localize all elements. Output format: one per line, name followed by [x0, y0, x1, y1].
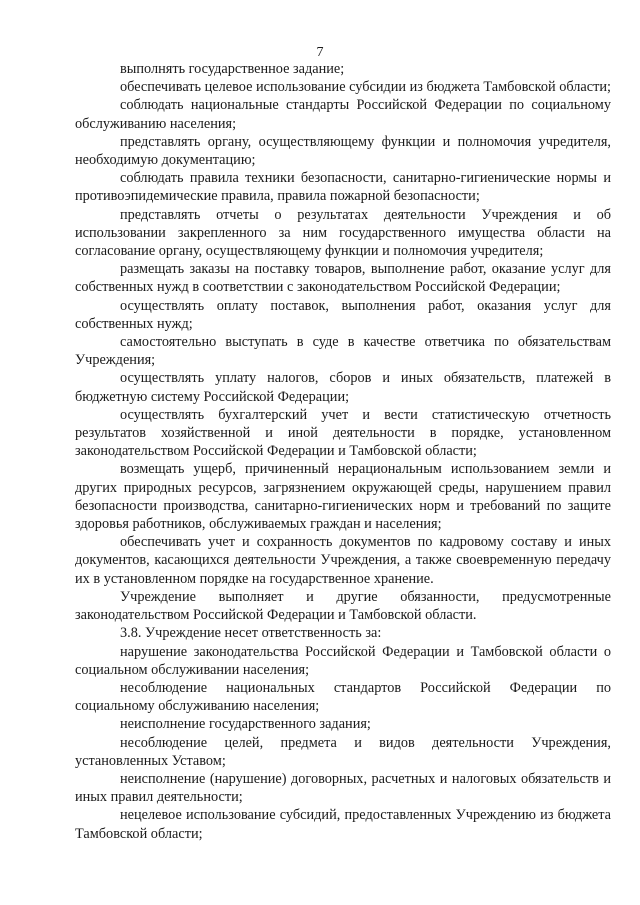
document-body	[75, 60, 611, 843]
paragraph: размещать заказы на поставку товаров, выполнение работ, оказание услуг для собственных нужд в соответствии с законодательством Российской Федерации;	[75, 261, 611, 296]
paragraph: нарушение законодательства Российской Федерации и Тамбовской области о социальном обслуживании населения;	[75, 643, 611, 678]
paragraph: осуществлять уплату налогов, сборов и иных обязательств, платежей в бюджетную систему Российской Федерации;	[75, 370, 611, 405]
paragraph: нецелевое использование субсидий, предоставленных Учреждению из бюджета Тамбовской области;	[75, 807, 611, 842]
paragraph: возмещать ущерб, причиненный нерациональным использованием земли и других природных ресурсов, загрязнением окружающей среды, нарушением правил безопасности производства, санитарно-гигиенических норм и требований по защите здоровья работников, обслуживаемых граждан и населения;	[75, 461, 611, 533]
paragraph: обеспечивать целевое использование субсидии из бюджета Тамбовской области;	[120, 79, 611, 96]
section-heading: 3.8. Учреждение несет ответственность за:	[120, 625, 382, 642]
paragraph: осуществлять оплату поставок, выполнения работ, оказания услуг для собственных нужд;	[75, 297, 611, 332]
paragraph: обеспечивать учет и сохранность документов по кадровому составу и иных документов, касающихся деятельности Учреждения, а также своевременную передачу их в установленном порядке на государственное хранение.	[75, 534, 611, 587]
paragraph: Учреждение выполняет и другие обязанности, предусмотренные законодательством Российской Федерации и Тамбовской области.	[75, 588, 611, 624]
paragraph: несоблюдение национальных стандартов Российской Федерации по социальному обслуживанию населения;	[75, 679, 611, 715]
paragraph: осуществлять бухгалтерский учет и вести статистическую отчетность результатов хозяйственной и иной деятельности в порядке, установленном законодательством Российской Федерации и Тамбовской области;	[75, 406, 611, 460]
paragraph: представлять отчеты о результатах деятельности Учреждения и об использовании закрепленного за ним государственного имущества области на согласование органу, осуществляющему функции и полномочия учредителя;	[75, 206, 611, 260]
paragraph: неисполнение государственного задания;	[120, 716, 371, 733]
paragraph: неисполнение (нарушение) договорных, расчетных и налоговых обязательств и иных правил деятельности;	[75, 770, 611, 806]
paragraph: соблюдать правила техники безопасности, санитарно-гигиенические нормы и противоэпидемические правила, правила пожарной безопасности;	[75, 170, 611, 205]
paragraph: самостоятельно выступать в суде в качестве ответчика по обязательствам Учреждения;	[75, 334, 611, 369]
paragraph: соблюдать национальные стандарты Российской Федерации по социальному обслуживанию населения;	[75, 97, 611, 132]
page-number: 7	[316, 45, 324, 60]
paragraph: выполнять государственное задание;	[120, 61, 345, 77]
paragraph: несоблюдение целей, предмета и видов деятельности Учреждения, установленных Уставом;	[75, 734, 611, 769]
paragraph: представлять органу, осуществляющему функции и полномочия учредителя, необходимую документацию;	[75, 133, 611, 169]
